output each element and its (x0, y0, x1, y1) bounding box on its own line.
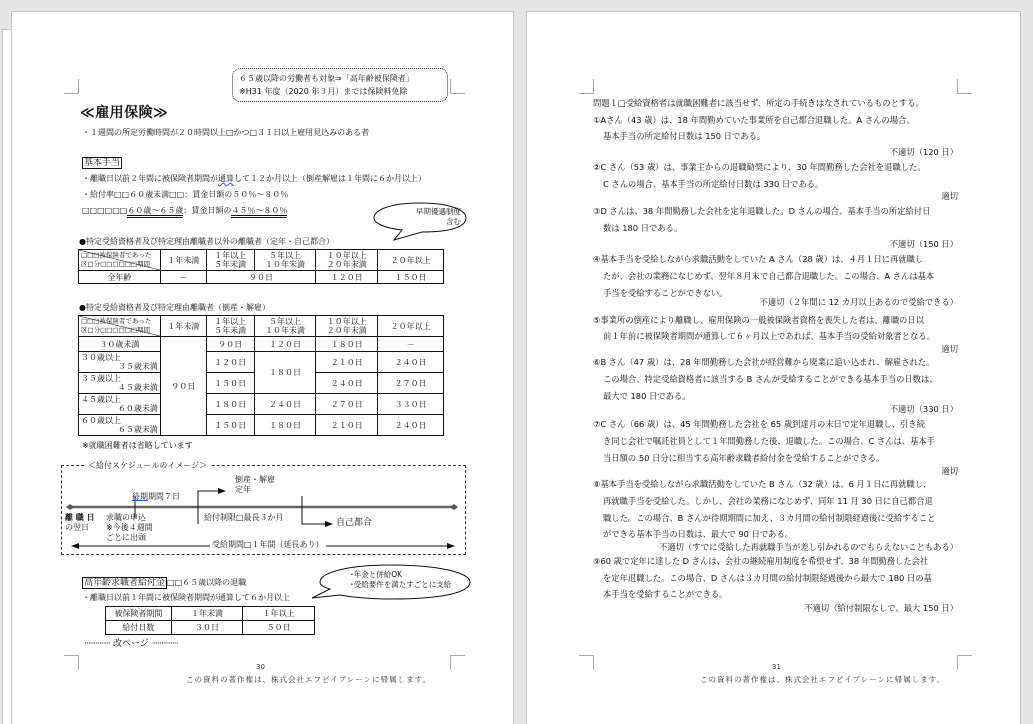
callout-line-2: ･受給要件を満たすごとに支給 (350, 580, 452, 589)
row-label: 全年齢 (79, 271, 161, 284)
cell: ５０日 (243, 621, 315, 635)
apply-label-1: 求職の申込 (106, 513, 146, 522)
cell: － (160, 271, 206, 284)
text: ：賃金日額の (183, 206, 232, 215)
senior-heading-line (82, 577, 246, 589)
q8-line: 再就職手当を受給した。しかし、会社の業務になじめず、同年 11 月 30 日に自己都合退 (603, 496, 933, 506)
table-senior-benefit (105, 606, 315, 635)
cell: １５０日 (206, 373, 254, 394)
q4-line: ④基本手当を受給しながら求職活動をしていた A さん（28 歳）は、４月１日に再就職し (593, 254, 924, 264)
cell: １２０日 (206, 352, 254, 373)
cell: ２７０日 (316, 394, 378, 415)
col-header: １年以上 ５年未満 (206, 250, 254, 271)
age-to: ６５歳未満 (117, 425, 158, 434)
margin-corner-mark (957, 655, 972, 670)
row-label (79, 415, 161, 436)
q8-line: 職した。この場合、B さんが待期期間に加え、３カ月間の給付制限経過後に受給すること (603, 513, 936, 523)
cell: １８０日 (206, 394, 254, 415)
table-regular-leavers (78, 249, 444, 284)
basic-line-2: ・給付率□□６０歳未満□□：賃金日額の５０％～８０％ (82, 190, 289, 199)
underlined-rate: ４５％～８０％ (231, 206, 287, 218)
q5-line: 前１年前に被保険者期間が通算して６ヶ月以上であれば、基本手当の受給対象者となる。 (603, 331, 935, 341)
senior-heading: 高年齢求職者給付金 (84, 578, 166, 588)
margin-corner-mark (957, 79, 972, 94)
cell: ２４０日 (254, 394, 316, 415)
margin-corner-mark (450, 79, 465, 94)
col-header: １年以上 ５年未満 (206, 316, 254, 337)
cell: １５０日 (206, 415, 254, 436)
q1-line: 基本手当の所定給付日数は 150 日である。 (603, 131, 766, 141)
age-to: ４５歳未満 (117, 383, 158, 392)
copyright-footer: この資料の著作権は、株式会社エフピイブレーンに帰属します。 (186, 675, 431, 684)
row-label: ３０歳未満 (79, 337, 161, 352)
q6-answer: 不適切（330 日） (889, 404, 958, 414)
margin-corner-mark (64, 79, 79, 94)
text: □□□□□□ (82, 206, 128, 215)
merged-cell: １８０日 (254, 352, 316, 394)
cell: １５０日 (378, 271, 444, 284)
q7-line: き同じ会社で嘱託社員として１年間勤務した後、退職した。この場合、C さんは、基本手 (603, 436, 936, 446)
cell: ３３０日 (378, 394, 444, 415)
q6-line: この場合、特定受給資格者に該当する B さんが受給することができる基本手当の日数は、 (603, 374, 938, 384)
callout-senior (300, 563, 472, 607)
cell: 給付日数 (106, 621, 172, 635)
q8-line: ⑧基本手当を受給しながら求職活動をしていた B さん（32 歳）は、6 月１日に再就職し、 (593, 479, 932, 489)
col-header: １０年以上 ２０年未満 (316, 250, 378, 271)
text: して１２か月以上（倒産解雇は１年間に６か月以上） (234, 174, 426, 183)
apply-label-2: ※今後４週間 (106, 523, 153, 532)
table-specific-leavers (78, 315, 444, 436)
q3-line: 数は 180 日である。 (603, 223, 683, 233)
age-from: ６０歳以上 (81, 416, 121, 425)
table-corner-header (79, 316, 161, 337)
text: ・離職日以前２年間に被保険者期間が (82, 174, 218, 183)
corner-bottom: 区□分□□□□□□期間 (81, 326, 150, 334)
col-header: ２０年以上 (378, 250, 444, 271)
self-quit-label: 自己都合 (336, 518, 373, 528)
callout-line-2: 含む (446, 217, 461, 226)
q3-line: ③D さんは、38 年間勤務した会社を定年退職した。D さんの場合、基本手当の所定給付日 (593, 206, 931, 216)
basic-line-1 (82, 174, 426, 184)
cell: １８０日 (254, 415, 316, 436)
q5-answer: 適切 (941, 344, 958, 354)
basic-heading-text: 基本手当 (84, 158, 121, 168)
q7-answer: 適切 (941, 466, 958, 476)
col-header: １年未満 (160, 316, 206, 337)
cell: １２０日 (254, 337, 316, 352)
callout-early-preference (372, 201, 468, 243)
q1-answer: 不適切（120 日） (889, 147, 958, 157)
table1-caption: ●特定受給資格者及び特定理由離職者以外の離職者（定年・自己都合） (79, 237, 334, 246)
age-from: ４５歳以上 (81, 395, 121, 404)
q4-line: 手当を受給することができない。 (603, 288, 728, 298)
q4-answer: 不適切（２年間に 12 カ月以上あるので受給できる） (759, 297, 958, 307)
schedule-title: ＜給付スケジュールのイメージ＞ (85, 460, 210, 471)
corner-top: □□□被保険者であった (81, 251, 152, 259)
q1-line: ①Aさん（43 歳）は、18 年間勤めていた事業所を自己都合退職した。A さんの場合、 (593, 115, 915, 125)
start-label-2: の翌日 (65, 523, 89, 532)
waiting-period-label (132, 492, 180, 502)
q9-line: 本手当を受給することができる。 (603, 589, 728, 599)
note-line-2: ※H31 年度（2020 年３月）までは保険料免除 (239, 87, 408, 96)
copyright-footer: この資料の著作権は、株式会社エフピイブレーンに帰属します。 (700, 675, 945, 684)
cell: １年以上 (243, 607, 315, 621)
dismissal-label: 倒産・解雇 (235, 475, 275, 484)
scrollbar-stub (1022, 11, 1033, 29)
q9-line: を定年退職した。この場合、D さんは３カ月間の給付制限経過後から最大で 180 日の基 (603, 573, 932, 583)
underlined-age: ６０歳～６５歳 (127, 206, 183, 218)
cell: ２４０日 (378, 352, 444, 373)
callout-line-1: ･年金と併給OK (350, 570, 403, 579)
corner-bottom: 区□分□□□□□□期間 (81, 260, 150, 268)
callout-text (350, 570, 451, 590)
q2-answer: 適切 (941, 191, 958, 201)
age-from: ３０歳以上 (81, 353, 121, 362)
retirement-label: 定年 (235, 485, 251, 494)
text: 待期 (132, 492, 148, 501)
col-header: １０年以上 ２０年未満 (316, 316, 378, 337)
basic-heading (82, 157, 122, 169)
q6-line: 最大で 180 日である。 (603, 391, 691, 401)
cell: ９０日 (206, 337, 254, 352)
start-label-1: 離 職 日 (65, 513, 95, 522)
cell: 被保険者期間 (106, 607, 172, 621)
cell: ２４０日 (378, 415, 444, 436)
col-header: ５年以上 １０年未満 (254, 250, 316, 271)
col-header: ２０年以上 (378, 316, 444, 337)
q8-line: ができる基本手当の日数は、最大で 90 日である。 (603, 529, 794, 539)
q5-line: ⑤事業所の倒産により離職し、雇用保険の一般被保険者資格を喪失した者は、離職の日以 (593, 315, 925, 325)
q2-line: ②C さん（53 歳）は、事業主からの退職勧奨により、30 年間勤務した会社を退職した。 (593, 162, 926, 172)
basic-line-3 (82, 206, 287, 216)
cell: ２４０日 (316, 373, 378, 394)
restriction-label: 給付制限□最長３か月 (204, 513, 284, 522)
row-label (79, 394, 161, 415)
self-quit-arrow (302, 496, 332, 524)
text: 期間７日 (148, 492, 180, 501)
cell: １８０日 (316, 337, 378, 352)
note-line-1: ６５歳以降の労働者も対象⇒「高年齢被保険者」 (239, 74, 414, 83)
page-number: 31 (772, 663, 781, 671)
cell: ９０日 (206, 271, 316, 284)
cell: １２０日 (316, 271, 378, 284)
page-number: 30 (256, 663, 265, 671)
cell: － (378, 337, 444, 352)
page-break-marker: ·············· 改ページ ·············· (84, 639, 178, 649)
cell: １年未満 (171, 607, 243, 621)
q9-answer: 不適切（給付制限なしで、最大 150 日） (804, 603, 958, 613)
merged-cell: ９０日 (160, 337, 206, 436)
q9-line: ⑨60 歳で定年に達した D さんは、会社の継続雇用制度を希望せず、38 年間勤務した会社 (593, 556, 929, 566)
row-label (79, 352, 161, 373)
margin-corner-mark (579, 655, 594, 670)
col-header: ５年以上 １０年未満 (254, 316, 316, 337)
table-corner-header (79, 250, 161, 271)
cell: ３０日 (171, 621, 243, 635)
q3-answer: 不適切（150 日） (889, 239, 958, 249)
cell: ２７０日 (378, 373, 444, 394)
q8-answer: 不適切（すでに受給した再就職手当が差し引かれるのでもらえないこともある） (659, 542, 958, 552)
intro-line: ・１週間の所定労働時間が２０時間以上□かつ□３１日以上雇用見込みのある者 (82, 128, 370, 137)
callout-line-1: 早期優遇制度 (416, 207, 461, 216)
row-label (79, 373, 161, 394)
apply-label-3: ごとに出頭 (106, 533, 146, 542)
page-break-text: 改ページ (112, 639, 149, 649)
q7-line: ⑦C さん（66 歳）は、45 年間勤務した会社を 65 歳到達月の末日で定年退職し、引き続 (593, 419, 925, 429)
q6-line: ⑥B さん（47 歳）は、28 年間勤務した会社が経営難から廃業に追い込まれ、解雇された。 (593, 357, 935, 367)
table2-caption: ●特定受給資格者及び特定理由離職者（倒産・解雇） (79, 303, 270, 312)
senior-heading-post: □□６５歳以降の退職 (167, 578, 247, 587)
cell: ２１０日 (316, 352, 378, 373)
corner-top: □□□被保険者であった (81, 317, 152, 325)
margin-corner-mark (64, 655, 79, 670)
age-to: ３５歳未満 (117, 362, 158, 371)
table2-footnote: ※就職困難者は省略しています (82, 441, 193, 450)
cell: ２１０日 (316, 415, 378, 436)
question-intro: 問題１□受給資格者は就職困難者に該当せず、所定の手続きはなされているものとする。 (593, 98, 924, 108)
section-title: ≪雇用保険≫ (80, 105, 169, 121)
note-box (232, 68, 448, 102)
margin-corner-mark (450, 655, 465, 670)
benefit-period-label: 受給期間□１年間（延長あり） (212, 540, 324, 549)
q4-line: たが、会社の業務になじめず、翌年８月末で自己都合退職した。この場合、A さんは基本 (603, 271, 935, 281)
spellcheck-word: 通算 (218, 174, 234, 183)
callout-text (416, 207, 461, 227)
age-from: ３５歳以上 (81, 374, 121, 383)
col-header: １年未満 (160, 250, 206, 271)
q2-line: C さんの場合、基本手当の所定給付日数は 330 日である。 (603, 179, 824, 189)
margin-corner-mark (579, 79, 594, 94)
q7-line: 当日額の 50 日分に相当する高年齢求職者給付金を受給することができる。 (603, 453, 885, 463)
age-to: ６０歳未満 (117, 404, 158, 413)
senior-condition: ・離職日以前１年間に被保険者期間が通算して６か月以上 (82, 593, 290, 602)
